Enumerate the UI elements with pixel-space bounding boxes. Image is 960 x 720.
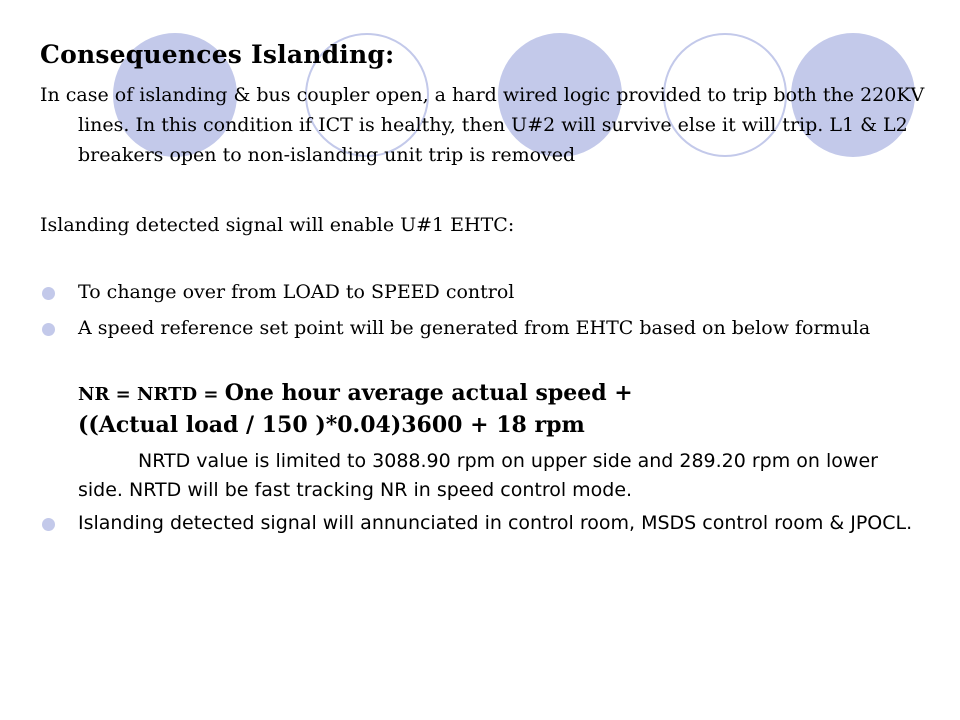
- bullet-dot-icon: [42, 323, 55, 336]
- bullet-text: Islanding detected signal will annunciated in control room, MSDS control room & JPOCL.: [78, 512, 913, 534]
- bullet-dot-icon: [42, 518, 55, 531]
- bullet-dot-icon: [42, 287, 55, 300]
- formula: [78, 378, 898, 441]
- formula-line-2: ((Actual load / 150 )*0.04)3600 + 18 rpm: [78, 412, 585, 438]
- nrtd-note: NRTD value is limited to 3088.90 rpm on upper side and 289.20 rpm on lower side. NRTD will be fast tracking NR in speed control mode.: [78, 450, 878, 501]
- formula-line-1: One hour average actual speed +: [224, 380, 633, 406]
- intro-paragraph: In case of islanding & bus coupler open, a hard wired logic provided to trip both the 220KV lines. In this condition if ICT is healthy, then U#2 will survive else it will trip. L1 & L2 breakers open to non-islanding unit trip is removed: [40, 84, 925, 166]
- slide-title: Consequences Islanding:: [40, 40, 395, 69]
- formula-prefix: NR = NRTD =: [78, 384, 225, 405]
- bullet-text: To change over from LOAD to SPEED control: [78, 281, 515, 303]
- islanding-line: Islanding detected signal will enable U#1 EHTC:: [40, 214, 515, 236]
- bullet-text: A speed reference set point will be generated from EHTC based on below formula: [78, 317, 871, 339]
